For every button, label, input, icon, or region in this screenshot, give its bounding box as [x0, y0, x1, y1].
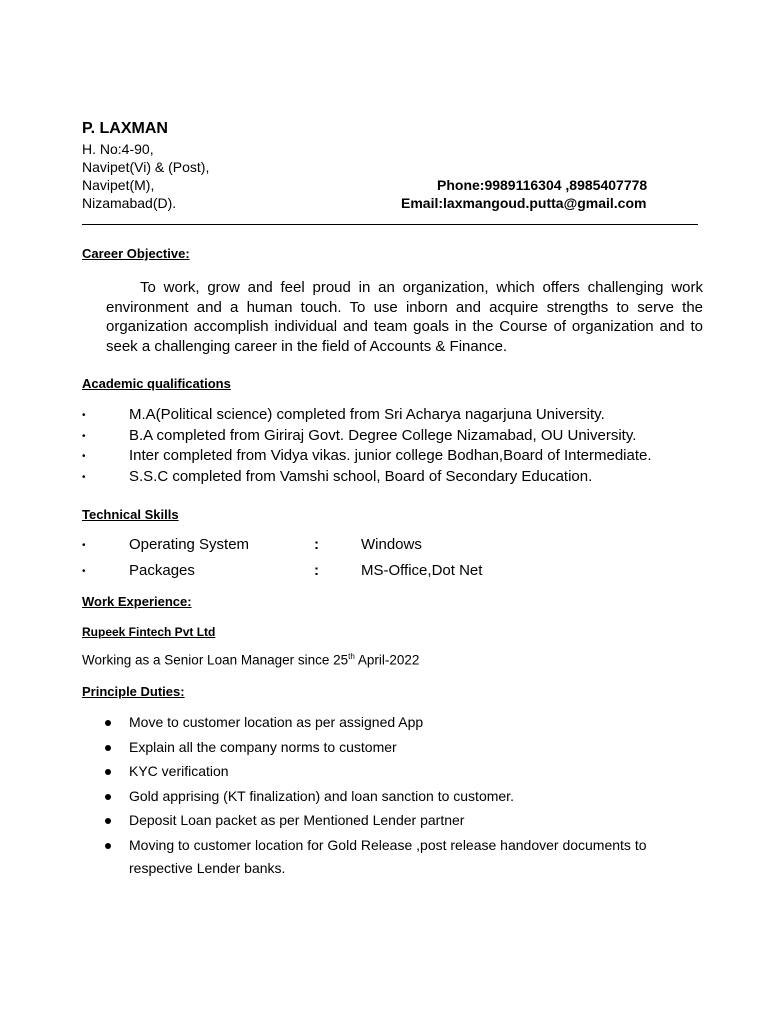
duty-item: Deposit Loan packet as per Mentioned Lender partner: [129, 812, 465, 828]
academic-item: B.A completed from Giriraj Govt. Degree College Nizamabad, OU University.: [129, 427, 637, 444]
bullet-icon: •: [82, 410, 86, 421]
address-line-4: Nizamabad(D).: [82, 195, 177, 211]
address-line-2: Navipet(Vi) & (Post),: [82, 159, 210, 175]
duty-item: KYC verification: [129, 763, 229, 779]
candidate-name: P. LAXMAN: [82, 120, 168, 137]
technical-skills-heading: Technical Skills: [82, 507, 179, 522]
skill-separator: :: [314, 562, 319, 579]
skill-value: Windows: [361, 536, 422, 553]
bullet-dot-icon: [105, 769, 111, 775]
work-experience-heading: Work Experience:: [82, 594, 192, 609]
bullet-icon: •: [82, 566, 86, 577]
academic-item: M.A(Political science) completed from Sri Acharya nagarjuna University.: [129, 406, 605, 423]
ordinal-suffix: th: [348, 652, 355, 661]
academic-item: S.S.C completed from Vamshi school, Board of Secondary Education.: [129, 468, 593, 485]
academic-item: Inter completed from Vidya vikas. junior college Bodhan,Board of Intermediate.: [129, 447, 652, 464]
bullet-dot-icon: [105, 843, 111, 849]
bullet-icon: •: [82, 451, 86, 462]
address-line-1: H. No:4-90,: [82, 141, 154, 157]
bullet-dot-icon: [105, 720, 111, 726]
skill-separator: :: [314, 536, 319, 553]
skill-label: Operating System: [129, 536, 250, 553]
email-address: Email:laxmangoud.putta@gmail.com: [401, 195, 647, 211]
job-description-text: Working as a Senior Loan Manager since 25: [82, 652, 349, 668]
duty-item: Moving to customer location for Gold Release ,post release handover documents to respective Lender banks.: [129, 837, 647, 876]
job-description: [82, 652, 419, 668]
bullet-icon: •: [82, 431, 86, 442]
phone-numbers: Phone:9989116304 ,8985407778: [437, 177, 648, 193]
career-objective-text: To work, grow and feel proud in an organization, which offers challenging work environment and a human touch. To use inborn and acquire strengths to serve the organization accomplish individual and team goals in the Course of organization and to seek a challenging career in the field of Accounts & Finance.: [106, 279, 703, 355]
career-objective-heading: Career Objective:: [82, 246, 190, 261]
header-divider: [82, 224, 698, 225]
bullet-icon: •: [82, 540, 86, 551]
duty-item: Explain all the company norms to customer: [129, 739, 397, 755]
bullet-dot-icon: [105, 794, 111, 800]
company-name: Rupeek Fintech Pvt Ltd: [82, 625, 216, 639]
principle-duties-heading: Principle Duties:: [82, 684, 185, 699]
duty-item: Gold apprising (KT finalization) and loan sanction to customer.: [129, 788, 514, 804]
duty-item: Move to customer location as per assigned App: [129, 714, 424, 730]
skill-label: Packages: [129, 562, 195, 579]
address-line-3: Navipet(M),: [82, 177, 155, 193]
skill-value: MS-Office,Dot Net: [361, 562, 483, 579]
bullet-dot-icon: [105, 745, 111, 751]
academic-heading: Academic qualifications: [82, 376, 231, 391]
bullet-dot-icon: [105, 818, 111, 824]
job-start-date: April-2022: [354, 652, 420, 668]
bullet-icon: •: [82, 472, 86, 483]
